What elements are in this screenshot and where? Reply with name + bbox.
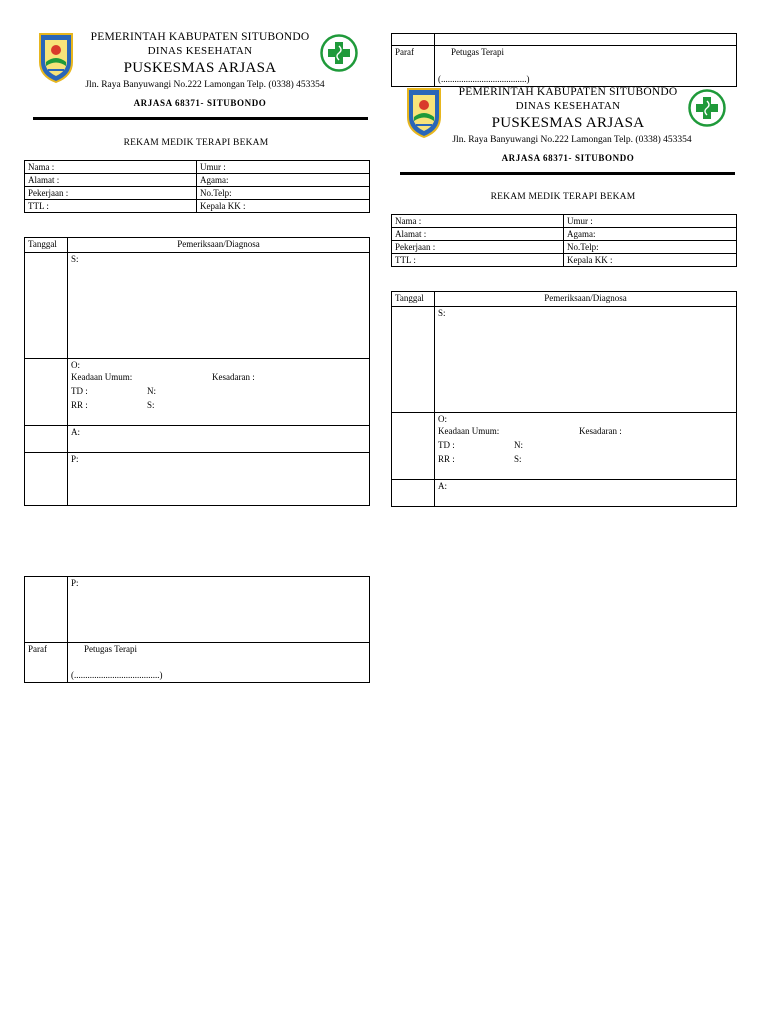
col-tanggal-header: Tanggal xyxy=(392,292,435,307)
form-title: REKAM MEDIK TERAPI BEKAM xyxy=(490,192,636,202)
table-row xyxy=(25,187,370,200)
table-row xyxy=(25,174,370,187)
kesadaran-label: Kesadaran : xyxy=(579,426,622,436)
tanggal-cell[interactable] xyxy=(392,413,435,480)
header-divider xyxy=(33,117,368,120)
header-government: PEMERINTAH KABUPATEN SITUBONDO xyxy=(90,31,310,43)
signature-cell[interactable] xyxy=(435,46,737,87)
form-title: REKAM MEDIK TERAPI BEKAM xyxy=(123,138,269,148)
suhu-label: S: xyxy=(147,400,155,410)
header-department: DINAS KESEHATAN xyxy=(147,45,253,57)
o-label: O: xyxy=(71,360,80,370)
umur-field[interactable]: Umur : xyxy=(197,161,370,174)
header-title: PUSKESMAS ARJASA xyxy=(491,115,645,131)
table-row xyxy=(25,161,370,174)
keadaan-umum-label: Keadaan Umum: xyxy=(438,426,500,436)
p-label: P: xyxy=(71,578,79,588)
sign-table-top xyxy=(391,33,737,87)
rr-label: RR : xyxy=(71,400,88,410)
col-pemeriksaan-header: Pemeriksaan/Diagnosa xyxy=(435,292,737,307)
table-row xyxy=(392,46,737,87)
agama-field[interactable]: Agama: xyxy=(197,174,370,187)
rr-label: RR : xyxy=(438,454,455,464)
patient-identity-table xyxy=(24,160,370,213)
table-row xyxy=(25,577,370,643)
tanggal-cell[interactable] xyxy=(25,453,68,506)
table-row xyxy=(25,238,370,253)
a-label: A: xyxy=(438,481,447,491)
table-row xyxy=(25,426,370,453)
pekerjaan-field[interactable]: Pekerjaan : xyxy=(392,241,564,254)
table-row xyxy=(392,254,737,267)
exam-table xyxy=(24,237,370,506)
objective-cell[interactable] xyxy=(68,359,370,426)
exam-table xyxy=(391,291,737,507)
petugas-terapi-label: Petugas Terapi xyxy=(451,47,504,57)
kepala-kk-field[interactable]: Kepala KK : xyxy=(564,254,737,267)
subjective-cell[interactable] xyxy=(435,307,737,413)
header-department: DINAS KESEHATAN xyxy=(515,100,621,112)
objective-cell[interactable] xyxy=(435,413,737,480)
signature-cell[interactable] xyxy=(68,643,370,683)
s-label: S: xyxy=(438,308,446,318)
telp-field[interactable]: No.Telp: xyxy=(564,241,737,254)
umur-field[interactable]: Umur : xyxy=(564,215,737,228)
signature-blank: (......................................) xyxy=(71,670,163,680)
keadaan-umum-label: Keadaan Umum: xyxy=(71,372,133,382)
kesadaran-label: Kesadaran : xyxy=(212,372,255,382)
col-tanggal-header: Tanggal xyxy=(25,238,68,253)
health-logo-icon xyxy=(320,34,358,72)
header-title: PUSKESMAS ARJASA xyxy=(123,60,277,76)
table-row xyxy=(392,215,737,228)
nama-field[interactable]: Nama : xyxy=(25,161,197,174)
subjective-cell[interactable] xyxy=(68,253,370,359)
paraf-label: Paraf xyxy=(25,643,68,683)
tanggal-cell[interactable] xyxy=(392,307,435,413)
kepala-kk-field[interactable]: Kepala KK : xyxy=(197,200,370,213)
suhu-label: S: xyxy=(514,454,522,464)
tanggal-cell[interactable] xyxy=(25,426,68,453)
header-address: Jln. Raya Banyuwangi No.222 Lamongan Telp. (0338) 453354 xyxy=(452,135,692,145)
plan-sign-table xyxy=(24,576,370,683)
o-label: O: xyxy=(438,414,447,424)
ttl-field[interactable]: TTL : xyxy=(392,254,564,267)
table-row xyxy=(25,453,370,506)
plan-cell[interactable] xyxy=(68,577,370,643)
tanggal-cell[interactable] xyxy=(25,359,68,426)
signature-blank: (......................................) xyxy=(438,74,530,84)
tanggal-cell[interactable] xyxy=(25,253,68,359)
table-row xyxy=(25,643,370,683)
pekerjaan-field[interactable]: Pekerjaan : xyxy=(25,187,197,200)
plan-cell[interactable] xyxy=(435,34,737,46)
table-row xyxy=(392,292,737,307)
alamat-field[interactable]: Alamat : xyxy=(392,228,564,241)
table-row xyxy=(25,253,370,359)
header-address: Jln. Raya Banyuwangi No.222 Lamongan Telp. (0338) 453354 xyxy=(85,80,325,90)
s-label: S: xyxy=(71,254,79,264)
tanggal-cell[interactable] xyxy=(25,577,68,643)
plan-cell[interactable] xyxy=(68,453,370,506)
header-city: ARJASA 68371- SITUBONDO xyxy=(501,153,635,163)
table-row xyxy=(25,359,370,426)
p-label: P: xyxy=(71,454,79,464)
table-row xyxy=(392,228,737,241)
td-label: TD : xyxy=(71,386,88,396)
petugas-terapi-label: Petugas Terapi xyxy=(84,644,137,654)
table-row xyxy=(392,34,737,46)
assessment-cell[interactable] xyxy=(435,480,737,507)
n-label: N: xyxy=(514,440,523,450)
regency-emblem-icon xyxy=(38,32,74,84)
table-row xyxy=(392,413,737,480)
agama-field[interactable]: Agama: xyxy=(564,228,737,241)
alamat-field[interactable]: Alamat : xyxy=(25,174,197,187)
table-row xyxy=(392,307,737,413)
paraf-label: Paraf xyxy=(392,46,435,87)
table-row xyxy=(392,480,737,507)
regency-emblem-icon xyxy=(406,87,442,139)
assessment-cell[interactable] xyxy=(68,426,370,453)
n-label: N: xyxy=(147,386,156,396)
ttl-field[interactable]: TTL : xyxy=(25,200,197,213)
patient-identity-table xyxy=(391,214,737,267)
health-logo-icon xyxy=(688,89,726,127)
td-label: TD : xyxy=(438,440,455,450)
header-divider xyxy=(400,172,735,175)
tanggal-cell[interactable] xyxy=(392,34,435,46)
tanggal-cell[interactable] xyxy=(392,480,435,507)
telp-field[interactable]: No.Telp: xyxy=(197,187,370,200)
table-row xyxy=(392,241,737,254)
nama-field[interactable]: Nama : xyxy=(392,215,564,228)
a-label: A: xyxy=(71,427,80,437)
header-city: ARJASA 68371- SITUBONDO xyxy=(133,98,267,108)
table-row xyxy=(25,200,370,213)
header-government: PEMERINTAH KABUPATEN SITUBONDO xyxy=(458,86,678,98)
col-pemeriksaan-header: Pemeriksaan/Diagnosa xyxy=(68,238,370,253)
